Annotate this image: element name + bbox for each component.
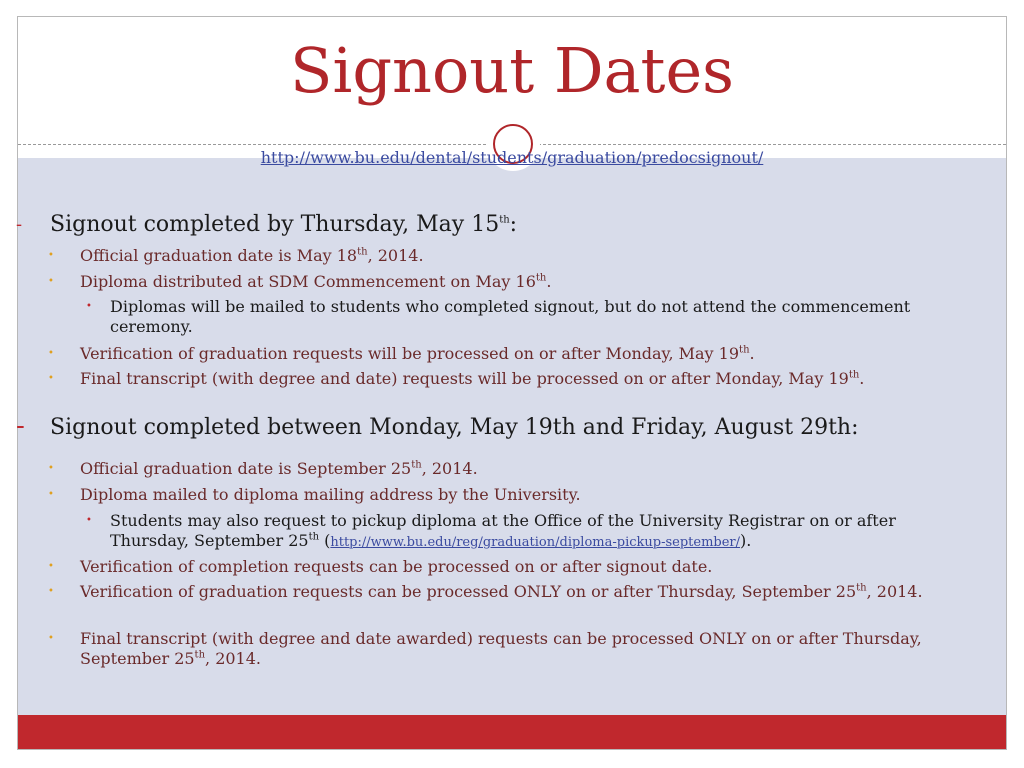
item-text: Official graduation date is September 25 (80, 459, 412, 478)
list-item-text (80, 582, 950, 602)
item-text: Verification of graduation requests will be processed on or after Monday, May 19 (80, 344, 740, 363)
item-text: Diplomas will be mailed to students who completed signout, but do not attend the commencement ceremony. (110, 297, 911, 336)
bullet-icon: • (86, 301, 92, 312)
item-sup: th (194, 649, 206, 661)
list-item-text (80, 369, 975, 389)
bullet-icon: • (86, 515, 92, 526)
item-sup: th (357, 246, 368, 258)
item-end: ). (740, 531, 752, 550)
section-2-heading: Signout completed between Monday, May 19th and Friday, August 29th: (50, 415, 859, 440)
item-mid: ( (319, 531, 331, 550)
section-1-heading-text: Signout completed by Thursday, May 15 (50, 212, 500, 237)
item-text: Official graduation date is May 18 (80, 246, 358, 265)
item-sup: th (739, 344, 750, 356)
list-item-text (110, 511, 970, 553)
bullet-icon: • (48, 561, 54, 572)
item-end: , 2014. (367, 246, 424, 265)
list-item-text (80, 459, 975, 479)
item-sup: th (308, 531, 320, 543)
item-sup: th (848, 369, 860, 381)
list-item-text (80, 629, 950, 669)
item-sup: th (535, 272, 547, 284)
item-sup: th (411, 459, 422, 471)
list-item-text (110, 297, 970, 337)
item-text: Students may also request to pickup diploma at the Office of the University Registrar on or after Thursday, September 25 (110, 511, 896, 550)
predoc-signout-link[interactable]: http://www.bu.edu/dental/students/graduation/predocsignout/ (260, 148, 764, 167)
bullet-icon: • (48, 348, 54, 359)
item-end: , 2014. (205, 649, 261, 668)
bullet-icon: • (48, 489, 54, 500)
diploma-pickup-link[interactable]: http://www.bu.edu/reg/graduation/diploma-pickup-september/ (330, 535, 741, 550)
item-text: Verification of completion requests can be processed on or after signout date. (80, 557, 713, 576)
item-text: Verification of graduation requests can be processed ONLY on or after Thursday, September 25 (80, 582, 857, 601)
section-1-marker: - (16, 214, 23, 235)
list-item-text (80, 485, 975, 505)
section-1-heading-end: : (509, 212, 518, 237)
bullet-icon: • (48, 463, 54, 474)
section-1-heading-sup: th (499, 214, 510, 226)
item-text: Final transcript (with degree and date awarded) requests can be processed ONLY on or after Thursday, September 25 (80, 629, 922, 668)
item-text: Diploma distributed at SDM Commencement on May 16 (80, 272, 536, 291)
slide-title: Signout Dates (290, 34, 734, 107)
bullet-icon: • (48, 276, 54, 287)
item-end: . (859, 369, 865, 388)
bullet-icon: • (48, 586, 54, 597)
item-end: , 2014. (421, 459, 478, 478)
list-item-text (80, 246, 975, 266)
item-text: Final transcript (with degree and date) requests will be processed on or after Monday, May 19 (80, 369, 849, 388)
list-item-text (80, 344, 975, 364)
footer-band (18, 715, 1006, 749)
section-1-heading (50, 212, 517, 238)
item-sup: th (856, 582, 867, 594)
item-end: , 2014. (866, 582, 923, 601)
bullet-icon: • (48, 633, 54, 644)
list-item-text (80, 272, 975, 292)
bullet-icon: • (48, 250, 54, 261)
section-2-marker: - (16, 411, 25, 441)
item-text: Diploma mailed to diploma mailing address by the University. (80, 485, 581, 504)
list-item-text (80, 557, 975, 577)
predoc-signout-url (0, 148, 1024, 168)
item-end: . (546, 272, 552, 291)
bullet-icon: • (48, 373, 54, 384)
item-end: . (749, 344, 755, 363)
